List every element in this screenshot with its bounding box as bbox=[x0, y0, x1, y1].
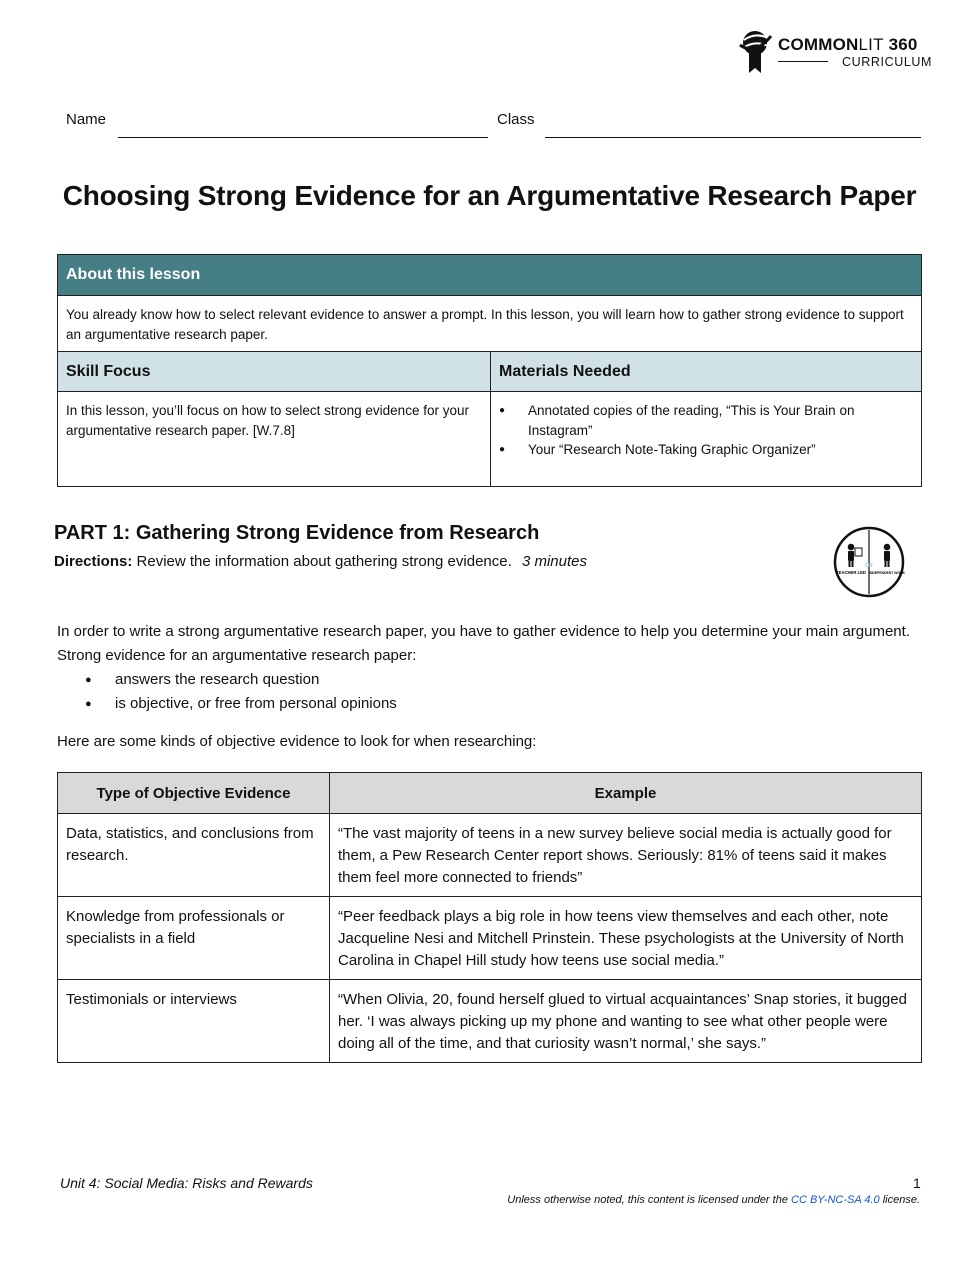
name-label: Name bbox=[66, 111, 107, 128]
materials-list bbox=[490, 392, 921, 486]
skill-focus-text: In this lesson, you’ll focus on how to select strong evidence for your argumentative research paper. [W.7.8] bbox=[66, 403, 469, 438]
name-field[interactable] bbox=[118, 137, 488, 138]
evidence-example-cell: “Peer feedback plays a big role in how teens view themselves and each other, note Jacqueline Nesi and Mitchell Prinstein. These psychologists at the University of North Carolina in Chapel Hill study how teens use social media.” bbox=[330, 897, 922, 980]
evidence-example-cell: “The vast majority of teens in a new survey believe social media is actually good for them, a Pew Research Center report shows. Seriously: 81% of teens said it makes them feel more connected to friends” bbox=[330, 814, 922, 897]
license-link[interactable]: CC BY-NC-SA 4.0 bbox=[791, 1194, 880, 1206]
license-notice: Unless otherwise noted, this content is licensed under the CC BY-NC-SA 4.0 license. bbox=[507, 1194, 920, 1206]
page-number: 1 bbox=[913, 1175, 921, 1191]
badge-left-label: TEACHER LED bbox=[836, 570, 866, 575]
evidence-type-cell: Testimonials or interviews bbox=[58, 980, 330, 1063]
evidence-table bbox=[57, 772, 922, 1063]
footer-unit: Unit 4: Social Media: Risks and Rewards bbox=[60, 1175, 313, 1191]
about-description: You already know how to select relevant evidence to answer a prompt. In this lesson, you will learn how to gather strong evidence to support an argumentative research paper. bbox=[58, 296, 921, 352]
about-header: About this lesson bbox=[58, 255, 921, 296]
materials-item: ● Your “Research Note-Taking Graphic Organizer” bbox=[499, 440, 913, 460]
directions-time: 3 minutes bbox=[521, 553, 587, 570]
directions bbox=[54, 553, 587, 570]
materials-header: Materials Needed bbox=[490, 352, 921, 392]
directions-text: Review the information about gathering strong evidence. bbox=[136, 553, 512, 570]
teacher-led-or-independent-icon bbox=[833, 526, 905, 598]
commonlit-globe-icon bbox=[738, 26, 774, 76]
directions-label: Directions: bbox=[54, 553, 133, 570]
class-label: Class bbox=[497, 111, 535, 128]
badge-or-label: OR bbox=[865, 563, 873, 569]
part1-title: PART 1: Gathering Strong Evidence from Research bbox=[54, 522, 540, 544]
logo-wordmark: COMMONLIT 360 bbox=[778, 35, 918, 54]
intro-block bbox=[57, 620, 921, 716]
table-row bbox=[58, 980, 922, 1063]
criteria-item: ● answers the research question bbox=[57, 668, 921, 692]
badge-right-label: INDEPENDENT WORK bbox=[869, 571, 905, 575]
commonlit-logo bbox=[738, 26, 948, 76]
materials-item: ● Annotated copies of the reading, “This is Your Brain on Instagram” bbox=[499, 401, 913, 440]
kinds-intro: Here are some kinds of objective evidence to look for when researching: bbox=[57, 733, 537, 750]
evidence-example-cell: “When Olivia, 20, found herself glued to virtual acquaintances’ Snap stories, it bugged her. ‘I was always picking up my phone and wanting to see what other people were doing all of the time, and that curiosity wasn’t normal,’ she says.” bbox=[330, 980, 922, 1063]
table-row bbox=[58, 897, 922, 980]
evidence-example-header: Example bbox=[330, 773, 922, 814]
evidence-type-cell: Knowledge from professionals or specialists in a field bbox=[58, 897, 330, 980]
skill-focus-header: Skill Focus bbox=[58, 352, 490, 392]
logo-divider bbox=[778, 61, 828, 62]
logo-subtitle: CURRICULUM bbox=[842, 55, 933, 69]
intro-paragraph: In order to write a strong argumentative research paper, you have to gather evidence to help you determine your main argument. Strong evidence for an argumentative research paper: bbox=[57, 623, 910, 664]
criteria-item: ● is objective, or free from personal opinions bbox=[57, 692, 921, 716]
about-lesson-table bbox=[57, 254, 922, 487]
evidence-type-header: Type of Objective Evidence bbox=[58, 773, 330, 814]
evidence-type-cell: Data, statistics, and conclusions from research. bbox=[58, 814, 330, 897]
table-row bbox=[58, 814, 922, 897]
page-title: Choosing Strong Evidence for an Argumentative Research Paper bbox=[62, 180, 917, 211]
class-field[interactable] bbox=[545, 137, 921, 138]
